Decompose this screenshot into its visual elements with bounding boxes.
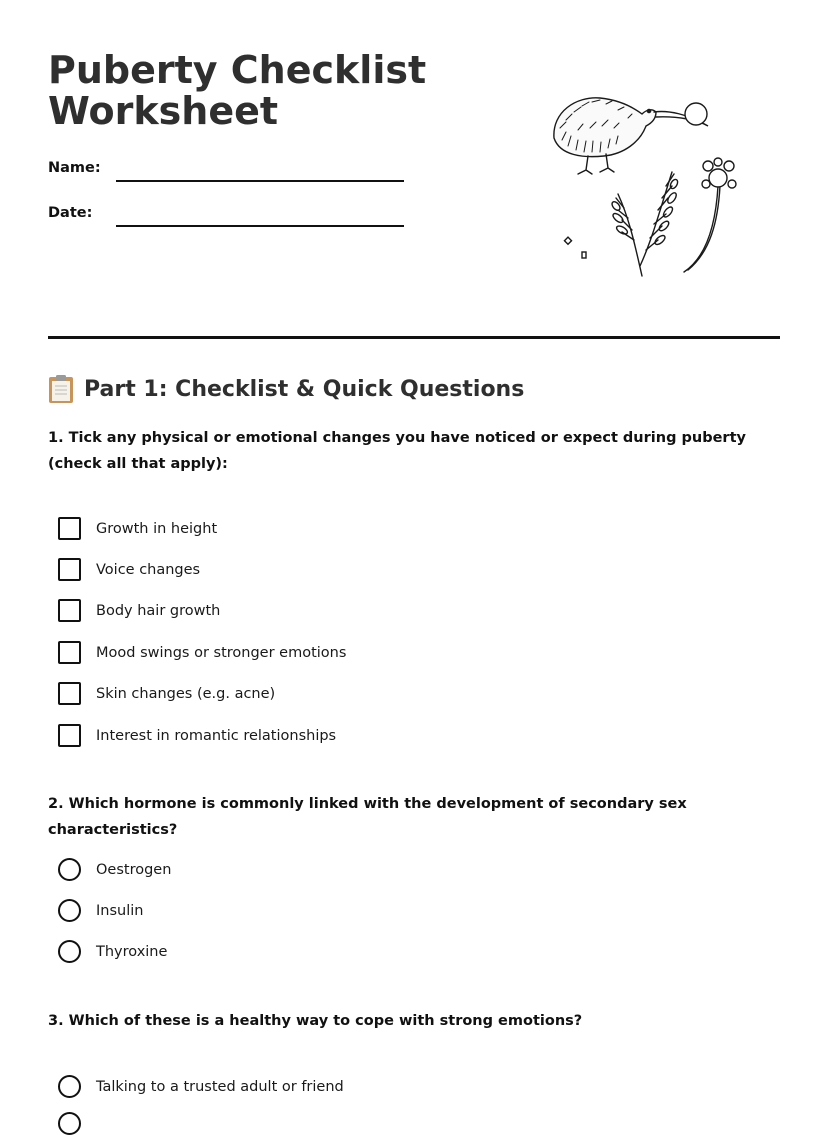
radio-button[interactable] — [58, 1112, 81, 1135]
option-label: Interest in romantic relationships — [96, 727, 337, 744]
option-label: Growth in height — [96, 520, 218, 537]
checklist-item[interactable] — [58, 517, 217, 540]
name-field[interactable] — [116, 180, 404, 182]
date-label: Date: — [48, 205, 93, 221]
checklist-item[interactable] — [58, 724, 336, 747]
radio-option[interactable] — [58, 858, 171, 881]
date-field[interactable] — [116, 225, 404, 227]
checkbox[interactable] — [58, 641, 81, 664]
worksheet-title: Puberty Checklist Worksheet — [48, 48, 427, 133]
radio-option[interactable] — [58, 1075, 344, 1098]
option-label: Insulin — [96, 902, 144, 919]
name-label: Name: — [48, 160, 101, 176]
radio-option[interactable] — [58, 940, 167, 963]
question-3: 3. Which of these is a healthy way to cope with strong emotions? — [48, 1013, 583, 1029]
question-1: 1. Tick any physical or emotional changes you have noticed or expect during puberty (check all that apply): — [48, 430, 746, 472]
kiwi-illustration — [548, 90, 748, 290]
option-label: Voice changes — [96, 561, 201, 578]
checkbox[interactable] — [58, 599, 81, 622]
checkbox[interactable] — [58, 682, 81, 705]
option-label: Talking to a trusted adult or friend — [96, 1078, 344, 1095]
option-label: Mood swings or stronger emotions — [96, 644, 347, 661]
section-divider — [48, 336, 780, 339]
checklist-item[interactable] — [58, 558, 200, 581]
clipboard-icon — [48, 374, 74, 404]
option-label: Skin changes (e.g. acne) — [96, 685, 276, 702]
option-label: Body hair growth — [96, 602, 221, 619]
radio-button[interactable] — [58, 899, 81, 922]
checklist-item[interactable] — [58, 641, 346, 664]
checkbox[interactable] — [58, 517, 81, 540]
question-2: 2. Which hormone is commonly linked with the development of secondary sex characteristics? — [48, 796, 687, 838]
checklist-item[interactable] — [58, 682, 275, 705]
radio-option[interactable] — [58, 899, 143, 922]
checklist-item[interactable] — [58, 599, 220, 622]
section-heading — [48, 374, 524, 404]
option-label: Oestrogen — [96, 861, 172, 878]
radio-button[interactable] — [58, 858, 81, 881]
checkbox[interactable] — [58, 558, 81, 581]
radio-button[interactable] — [58, 1075, 81, 1098]
radio-button[interactable] — [58, 940, 81, 963]
radio-option[interactable] — [58, 1112, 96, 1135]
checkbox[interactable] — [58, 724, 81, 747]
option-label: Thyroxine — [96, 943, 168, 960]
section-title: Part 1: Checklist & Quick Questions — [84, 376, 525, 402]
